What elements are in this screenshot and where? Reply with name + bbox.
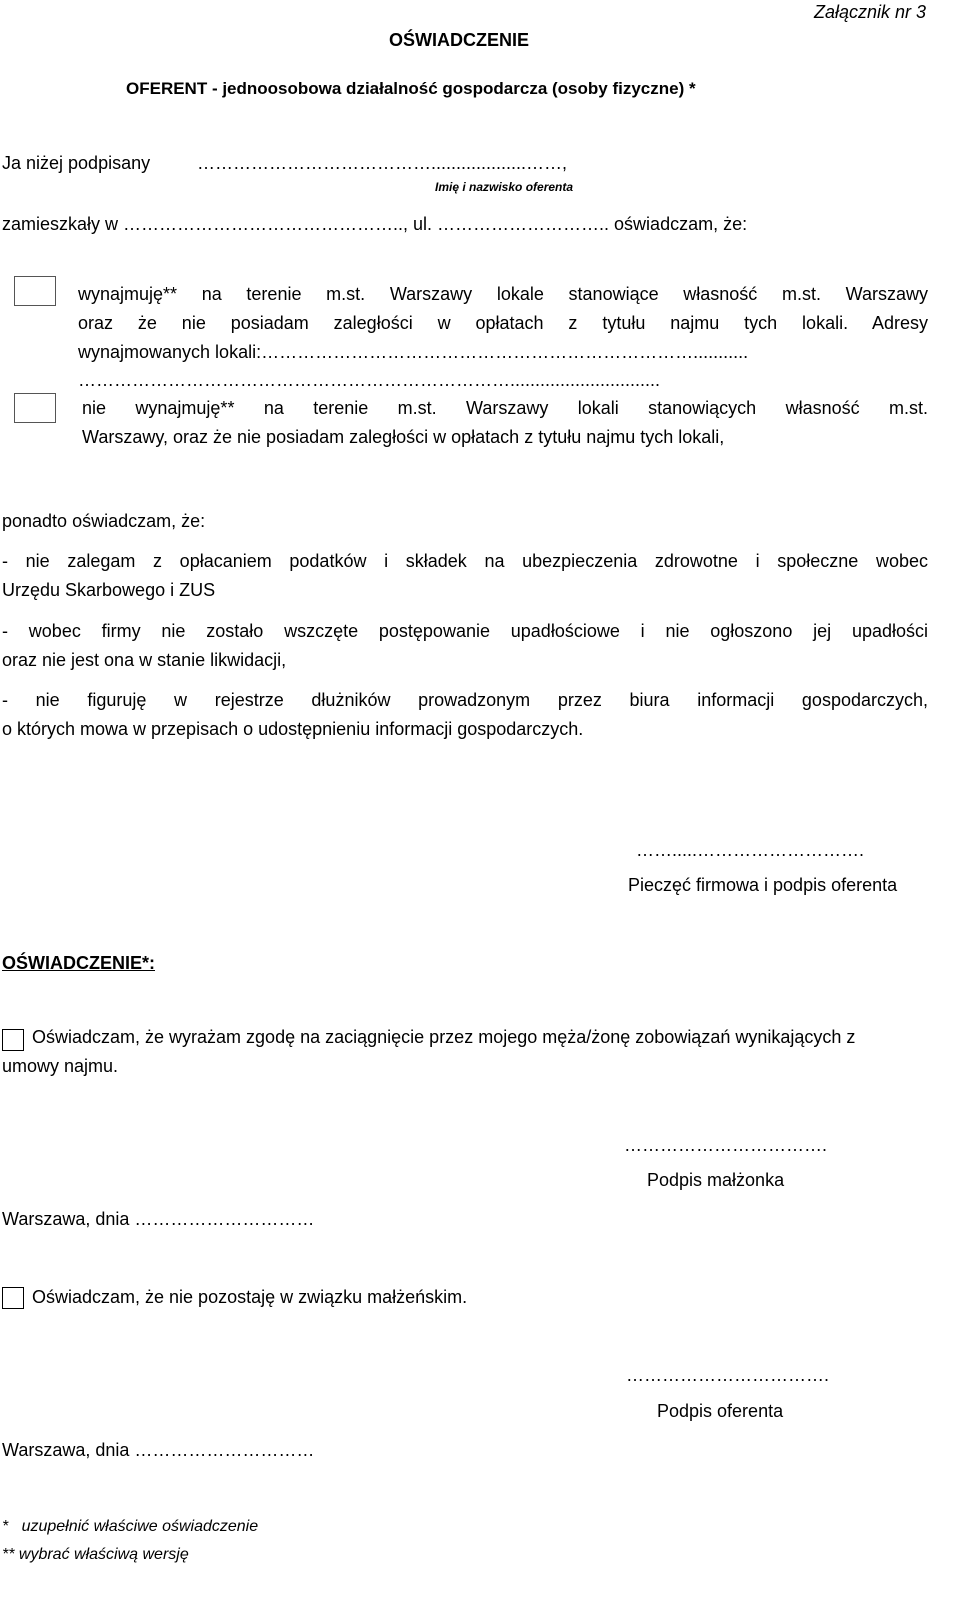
statement-debtors-line2: o których mowa w przepisach o udostępnieniu informacji gospodarczych. <box>2 719 584 739</box>
rent-checkbox[interactable] <box>14 276 56 306</box>
norent-text-line1: nie wynajmuję** na terenie m.st. Warszawy lokali stanowiących własność m.st. <box>82 398 928 418</box>
rent-addresses-line[interactable]: wynajmowanych lokali:………………………………………………………………........... <box>78 342 749 362</box>
consent-checkbox[interactable] <box>2 1029 24 1051</box>
statement-bankruptcy-line2: oraz nie jest ona w stanie likwidacji, <box>2 650 287 670</box>
footnote-1: * uzupełnić właściwe oświadczenie <box>2 1518 259 1535</box>
single-text: Oświadczam, że nie pozostaję w związku małżeńskim. <box>32 1287 468 1307</box>
spouse-signature-label: Podpis małżonka <box>647 1170 785 1190</box>
date-line-2[interactable]: Warszawa, dnia ………………………… <box>2 1440 315 1460</box>
rent-text-line1: wynajmuję** na terenie m.st. Warszawy lokale stanowiące własność m.st. Warszawy <box>78 284 928 304</box>
name-caption: Imię i nazwisko oferenta <box>435 180 574 194</box>
norent-text-line2: Warszawy, oraz że nie posiadam zaległości w opłatach z tytułu najmu tych lokali, <box>82 427 725 447</box>
page-title: OŚWIADCZENIE <box>389 30 530 50</box>
bidder-signature-line[interactable]: ……………………………. <box>626 1365 830 1385</box>
statement-bankruptcy-line1: - wobec firmy nie zostało wszczęte postępowanie upadłościowe i nie ogłoszono jej upadłości <box>2 621 928 641</box>
statement-tax-line1: - nie zalegam z opłacaniem podatków i składek na ubezpieczenia zdrowotne i społeczne wobec <box>2 551 928 571</box>
further-intro: ponadto oświadczam, że: <box>2 511 206 531</box>
signer-name-field[interactable]: …………………………………...................……, <box>197 153 568 173</box>
statement-debtors-line1: - nie figuruję w rejestrze dłużników prowadzonym przez biura informacji gospodarczych, <box>2 690 928 710</box>
section2-title: OŚWIADCZENIE*: <box>2 953 155 973</box>
consent-text-line2: umowy najmu. <box>2 1056 119 1076</box>
bidder-signature-label: Podpis oferenta <box>657 1401 784 1421</box>
single-checkbox[interactable] <box>2 1287 24 1309</box>
date-line-1[interactable]: Warszawa, dnia ………………………… <box>2 1209 315 1229</box>
footnote-2: ** wybrać właściwą wersję <box>2 1546 189 1563</box>
address-line[interactable]: zamieszkały w ……………………………………….., ul. ……………………….. oświadczam, że: <box>2 214 748 234</box>
signature1-label: Pieczęć firmowa i podpis oferenta <box>628 875 898 895</box>
signature1-line[interactable]: …….....………………………. <box>636 840 865 860</box>
spouse-signature-line[interactable]: ……………………………. <box>624 1135 828 1155</box>
rent-text-line2: oraz że nie posiadam zaległości w opłatach z tytułu najmu tych lokali. Adresy <box>78 313 928 333</box>
consent-text-line1: Oświadczam, że wyrażam zgodę na zaciągnięcie przez mojego męża/żonę zobowiązań wynikających z <box>32 1027 856 1047</box>
norent-checkbox[interactable] <box>14 393 56 423</box>
statement-tax-line2: Urzędu Skarbowego i ZUS <box>2 580 216 600</box>
page-subtitle: OFERENT - jednoosobowa działalność gospodarcza (osoby fizyczne) * <box>126 79 696 98</box>
signer-label: Ja niżej podpisany <box>2 153 151 173</box>
rent-addresses-line2[interactable]: ……………………………………………………………….............................. <box>78 370 661 390</box>
annex-label: Załącznik nr 3 <box>813 2 926 22</box>
